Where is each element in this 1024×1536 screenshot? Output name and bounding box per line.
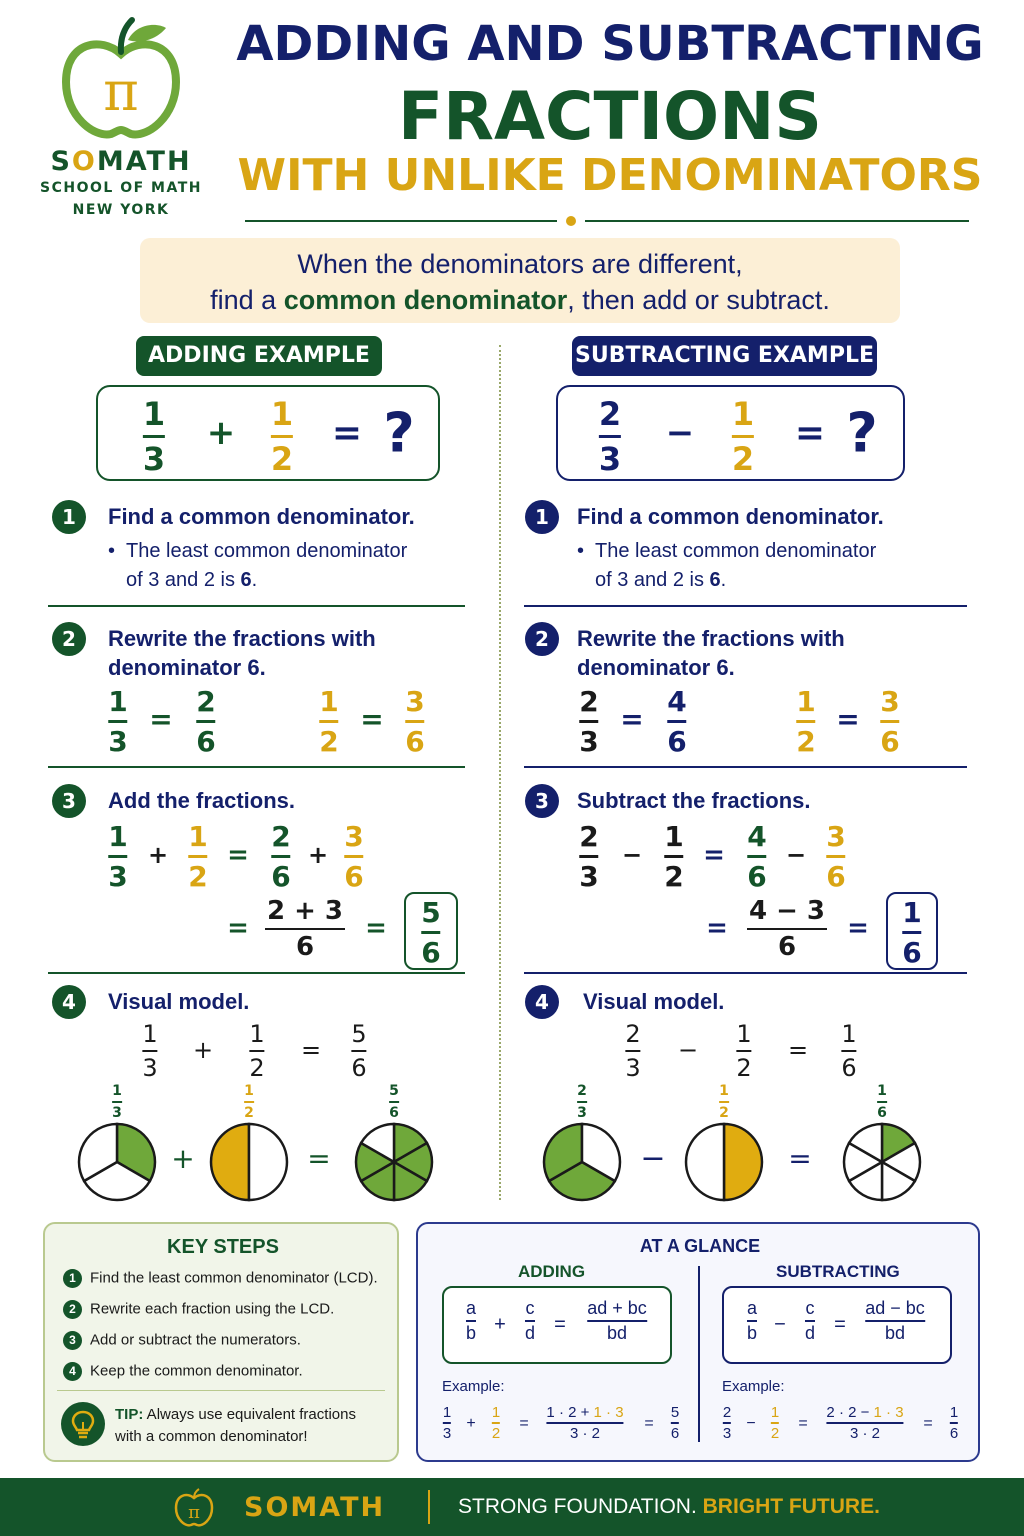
glance-add-ex-f1: 1 3 [442, 1404, 452, 1442]
add-rule-1 [48, 605, 465, 607]
sub-step-1-bullet: • The least common denominator of 3 and 2 is 6. [577, 540, 877, 591]
sub-step-3-title: Subtract the fractions. [577, 788, 811, 813]
add-s4-frac-b: 1 2 [249, 1020, 265, 1082]
add-problem-equals: = [331, 412, 363, 454]
title-line-3: WITH UNLIKE DENOMINATORS [237, 150, 983, 201]
add-pie-plus: + [171, 1142, 195, 1175]
add-rule-2 [48, 766, 465, 768]
title-divider-dot [566, 216, 576, 226]
sub-s3-minus-2: − [785, 841, 807, 869]
sub-s2-frac-1: 2 3 [579, 685, 599, 758]
glance-sub-ex-eq1: = [798, 1415, 808, 1432]
title-line-2: FRACTIONS [398, 78, 822, 155]
pie-slice-shaded [724, 1124, 762, 1200]
sub-step-1-number: 1 [525, 500, 559, 534]
add-s3-frac-b: 1 2 [188, 820, 208, 893]
add-s4-plus: + [192, 1036, 214, 1064]
glance-sub-result: ad − bc bd [865, 1298, 925, 1343]
add-problem-question: ? [383, 401, 415, 465]
logo-brand: SOMATH [50, 146, 192, 177]
add-s3-plus-1: + [147, 841, 169, 869]
add-step-1-bullet: • The least common denominator of 3 and 2 is 6. [108, 540, 408, 591]
add-problem-plus: + [206, 413, 236, 453]
sub-step-1-title: Find a common denominator. [577, 504, 884, 529]
title-line-1: ADDING AND SUBTRACTING [236, 16, 984, 72]
tip-text: TIP: Always use equivalent fractions with a common denominator! [115, 1406, 356, 1445]
sub-pie-equals: = [788, 1142, 812, 1175]
add-pie-one-third [79, 1124, 155, 1200]
glance-add-ex-result: 5 6 [670, 1404, 680, 1442]
add-s3-eq-2: = [227, 913, 249, 943]
glance-sub-c-over-d: c d [804, 1298, 816, 1343]
pie-slice-empty [249, 1124, 287, 1200]
add-step-4-number: 4 [52, 985, 86, 1019]
key-step-1: 1 Find the least common denominator (LCD). [63, 1269, 378, 1288]
sub-pie-two-thirds [544, 1124, 620, 1200]
add-step-3-number: 3 [52, 784, 86, 818]
sub-step-3-number: 3 [525, 784, 559, 818]
glance-add-ex-mid: 1 · 2 + 1 · 3 3 · 2 [546, 1404, 624, 1442]
lightbulb-icon [61, 1402, 105, 1446]
add-s2-eq-1: = [149, 702, 173, 736]
sub-pie-1-label: 2 3 [577, 1083, 587, 1121]
add-rule-3 [48, 972, 465, 974]
sub-s4-frac-b: 1 2 [736, 1020, 752, 1082]
glance-subtracting-label: SUBTRACTING [776, 1262, 900, 1281]
sub-s3-frac-d: 3 6 [826, 820, 846, 893]
intro-banner [140, 238, 900, 323]
sub-problem-frac-b: 1 2 [731, 395, 755, 478]
glance-title: AT A GLANCE [639, 1236, 761, 1256]
add-pie-one-half [211, 1124, 287, 1200]
add-pie-2-label: 1 2 [244, 1083, 254, 1121]
add-s4-frac-a: 1 3 [142, 1020, 158, 1082]
sub-s3-eq-2: = [706, 913, 728, 943]
add-s3-frac-c: 2 6 [271, 820, 291, 893]
sub-s2-frac-1-eq: 4 6 [667, 685, 687, 758]
glance-sub-minus: − [774, 1313, 786, 1336]
footer-apple-icon [172, 1486, 216, 1530]
pie-slice-shaded [211, 1124, 249, 1200]
glance-sub-ex-minus: − [746, 1415, 756, 1432]
logo-city: NEW YORK [72, 202, 170, 218]
key-step-3: 3 Add or subtract the numerators. [63, 1331, 301, 1350]
sub-pie-2-label: 1 2 [719, 1083, 729, 1121]
glance-sub-ex-f1: 2 3 [722, 1404, 732, 1442]
glance-add-c-over-d: c d [524, 1298, 536, 1343]
glance-sub-ex-result: 1 6 [949, 1404, 959, 1442]
glance-add-ex-eq2: = [644, 1415, 654, 1432]
sub-s3-minus-1: − [621, 841, 643, 869]
footer-brand: SOMATH [244, 1492, 386, 1523]
add-pie-equals: = [307, 1142, 331, 1175]
add-s3-eq-1: = [227, 840, 249, 870]
sub-problem-minus: − [665, 413, 695, 453]
add-s2-frac-2-eq: 3 6 [405, 685, 425, 758]
logo-school: SCHOOL OF MATH [40, 180, 202, 196]
column-divider [499, 345, 501, 1200]
title-divider-left [245, 220, 557, 222]
add-s2-eq-2: = [360, 702, 384, 736]
intro-line-2: find a common denominator, then add or subtract. [210, 285, 830, 315]
add-s2-frac-1: 1 3 [108, 685, 128, 758]
sub-s3-result-frac: 1 6 [902, 896, 922, 969]
add-step-2-number: 2 [52, 622, 86, 656]
sub-s2-frac-2-eq: 3 6 [880, 685, 900, 758]
subtracting-example-pill: SUBTRACTING EXAMPLE [572, 336, 877, 376]
adding-example-pill: ADDING EXAMPLE [136, 336, 382, 376]
add-s3-frac-d: 3 6 [344, 820, 364, 893]
add-s3-result-frac: 5 6 [421, 896, 441, 969]
sub-s4-minus: − [677, 1036, 699, 1064]
glance-sub-ex-f2: 1 2 [770, 1404, 780, 1442]
glance-add-result: ad + bc bd [587, 1298, 647, 1343]
sub-s3-eq-3: = [847, 913, 869, 943]
key-steps-box [43, 1222, 399, 1462]
glance-adding-label: ADDING [518, 1262, 586, 1281]
sub-pie-one-half [686, 1124, 762, 1200]
glance-add-equals: = [554, 1313, 566, 1336]
svg-text:π: π [188, 1502, 200, 1523]
add-s2-frac-1-eq: 2 6 [196, 685, 216, 758]
glance-sub-equals: = [834, 1313, 846, 1336]
add-s3-plus-2: + [307, 841, 329, 869]
add-step-1-number: 1 [52, 500, 86, 534]
svg-text:π: π [103, 60, 139, 123]
sub-s2-eq-1: = [620, 702, 644, 736]
add-step-4-title: Visual model. [108, 989, 250, 1014]
sub-pie-minus: − [640, 1141, 666, 1176]
sub-rule-1 [524, 605, 967, 607]
footer-tagline: STRONG FOUNDATION. BRIGHT FUTURE. [458, 1495, 880, 1518]
glance-add-plus: + [494, 1313, 506, 1336]
glance-divider [698, 1266, 700, 1442]
key-steps-title: KEY STEPS [167, 1236, 279, 1258]
sub-step-2-title: Rewrite the fractions with denominator 6. [577, 626, 845, 680]
glance-add-example-label: Example: [442, 1378, 505, 1395]
title-divider-right [585, 220, 969, 222]
sub-s4-equals: = [787, 1036, 809, 1064]
pie-slice-empty [686, 1124, 724, 1200]
sub-step-4-title: Visual model. [583, 989, 725, 1014]
add-step-3-title: Add the fractions. [108, 788, 296, 813]
sub-pie-3-label: 1 6 [877, 1083, 887, 1121]
sub-s4-frac-a: 2 3 [625, 1020, 641, 1082]
apple-pi-icon [56, 14, 186, 144]
sub-s4-frac-r: 1 6 [841, 1020, 857, 1082]
add-s3-eq-3: = [365, 913, 387, 943]
sub-problem-equals: = [794, 412, 826, 454]
add-pie-five-sixths [356, 1124, 432, 1200]
sub-rule-2 [524, 766, 967, 768]
sub-s3-eq-1: = [703, 840, 725, 870]
footer-bar [0, 1478, 1024, 1536]
add-s3-sum-frac: 2 + 3 6 [266, 896, 344, 962]
glance-add-ex-eq1: = [519, 1415, 529, 1432]
glance-add-ex-f2: 1 2 [491, 1404, 501, 1442]
school-logo [36, 14, 206, 229]
sub-problem-frac-a: 2 3 [598, 395, 622, 478]
key-step-2: 2 Rewrite each fraction using the LCD. [63, 1300, 334, 1319]
glance-sub-example-label: Example: [722, 1378, 785, 1395]
sub-problem-question: ? [846, 401, 878, 465]
glance-add-a-over-b: a b [465, 1298, 477, 1343]
glance-sub-ex-mid: 2 · 2 − 1 · 3 3 · 2 [826, 1404, 904, 1442]
add-problem-frac-a: 1 3 [142, 395, 166, 478]
sub-s3-frac-b: 1 2 [664, 820, 684, 893]
sub-s3-frac-c: 4 6 [747, 820, 767, 893]
tip-divider [57, 1390, 385, 1391]
sub-pie-one-sixth [844, 1124, 920, 1200]
add-step-2-title: Rewrite the fractions with denominator 6. [108, 626, 376, 680]
add-pie-3-label: 5 6 [389, 1083, 399, 1121]
add-pie-1-label: 1 3 [112, 1083, 122, 1121]
glance-add-ex-plus: + [466, 1415, 476, 1432]
sub-s3-diff-frac: 4 − 3 6 [748, 896, 826, 962]
sub-step-4-number: 4 [525, 985, 559, 1019]
sub-step-2-number: 2 [525, 622, 559, 656]
add-s3-frac-a: 1 3 [108, 820, 128, 893]
glance-sub-ex-eq2: = [923, 1415, 933, 1432]
sub-rule-3 [524, 972, 967, 974]
glance-sub-a-over-b: a b [746, 1298, 758, 1343]
footer-separator [428, 1490, 430, 1524]
sub-s2-frac-2: 1 2 [796, 685, 816, 758]
key-step-4: 4 Keep the common denominator. [63, 1362, 303, 1381]
add-pie-row [70, 1116, 470, 1206]
add-s4-frac-r: 5 6 [351, 1020, 367, 1082]
add-problem-frac-b: 1 2 [270, 395, 294, 478]
sub-pie-row [530, 1116, 960, 1206]
add-s4-equals: = [300, 1036, 322, 1064]
at-a-glance-box [416, 1222, 980, 1462]
sub-s2-eq-2: = [836, 702, 860, 736]
sub-s3-frac-a: 2 3 [579, 820, 599, 893]
add-s2-frac-2: 1 2 [319, 685, 339, 758]
intro-line-1: When the denominators are different, [297, 249, 743, 279]
add-step-1-title: Find a common denominator. [108, 504, 415, 529]
